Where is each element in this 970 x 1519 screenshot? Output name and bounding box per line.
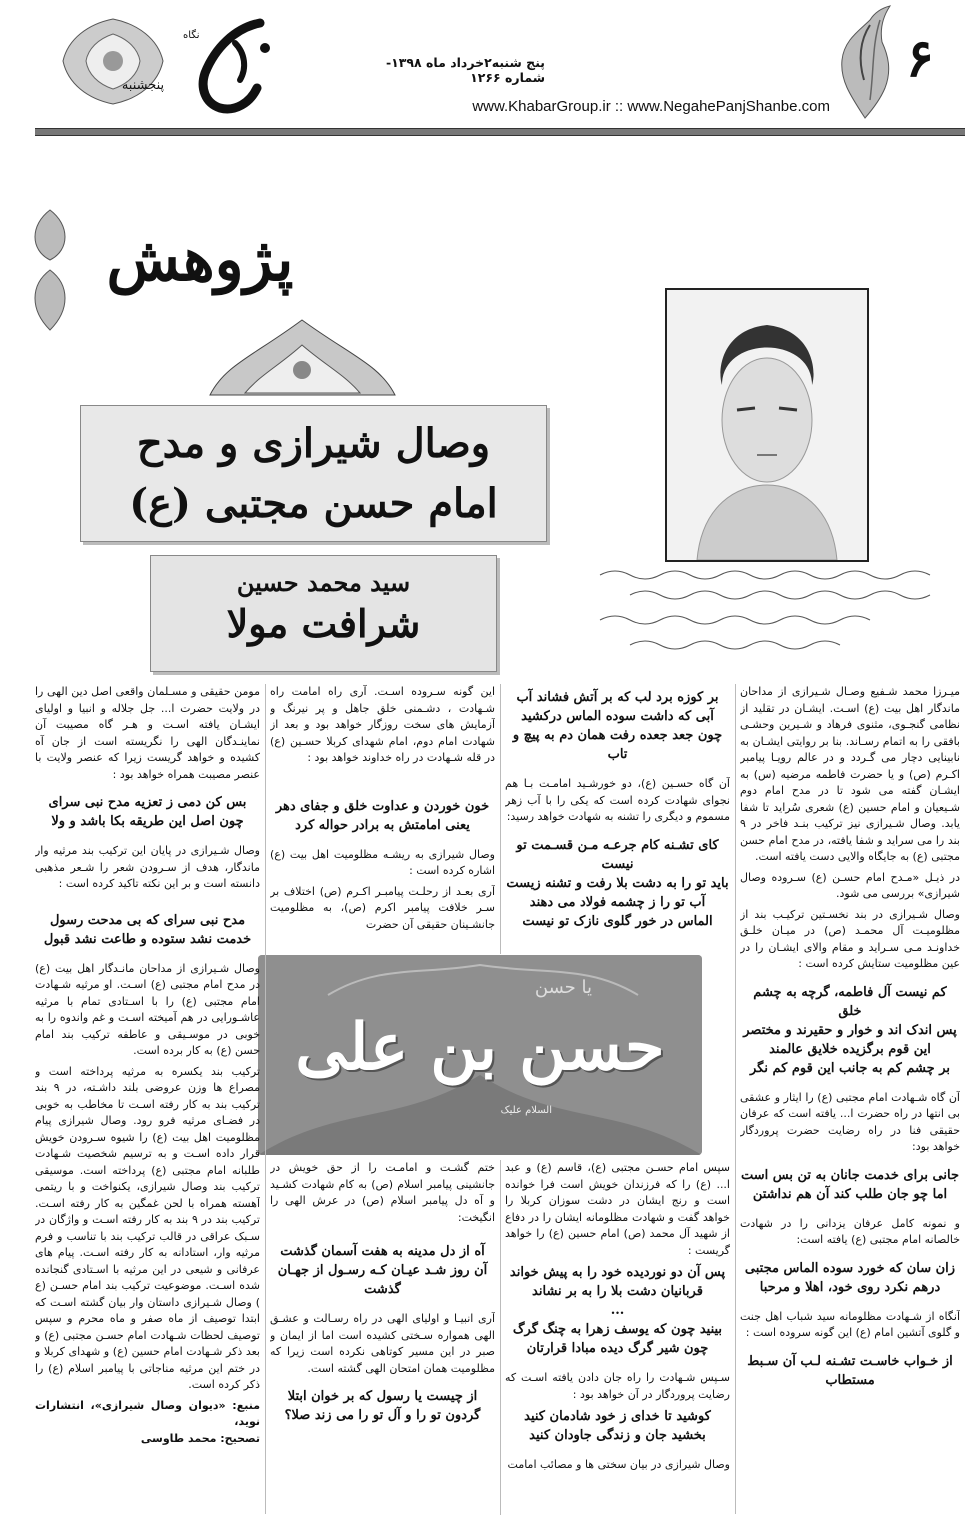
author-last-name: شرافت مولا bbox=[226, 601, 421, 646]
paragraph: سـپس شـهادت را راه جان دادن یافته اسـت که رضایت پروردگار در آن خواهد بود : bbox=[505, 1371, 730, 1401]
paragraph: آن گاه حسـین (ع)، دو خورشـید امامـت بـا هم نجوای شهادت کرده است که یکی را با آب زهر مسموم و دیگری را تشنه به شهادت خواهد رسید: bbox=[505, 777, 730, 823]
editor-note: تصحیح: محمد طاوسی bbox=[140, 1431, 260, 1445]
paragraph: وصال شیرازی به ریشـه مظلومیت اهل بیت (ع) اشاره کرده است : bbox=[270, 847, 495, 877]
poem-verse: از چیست یا رسول که بر خوان ابتلا گردون تو را و آل تو را می زند صلا؟ bbox=[284, 1389, 481, 1423]
paragraph: آنگاه از شـهادت مظلومانه سید شباب اهل جنت و گلوی آتشین امام (ع) این گونه سروده است : bbox=[740, 1309, 960, 1339]
article-column-4 bbox=[35, 684, 260, 1514]
paragraph: وصال شیرازی در بیان سختی ها و مصائب امامت bbox=[507, 1458, 730, 1471]
newspaper-logo bbox=[175, 8, 285, 118]
source-note: منبع: «دیوان وصال شیرازی»، انتشارات نوید، bbox=[35, 1398, 260, 1428]
imam-hassan-calligraphy-banner bbox=[258, 955, 702, 1155]
poem-verse: بر کوزه برد لب که بر آتش فشاند آب آبی که داشت سوده الماس درکشید چون جعد جعده رفت همان دم به پیچ و تاب bbox=[512, 690, 723, 762]
column-divider bbox=[735, 684, 736, 1514]
header-rule bbox=[35, 128, 965, 136]
paragraph: وصال شـیرازی در بند نخسـتین ترکیـب بند از مظلومیـت آل محمـد (ص) در میـان خلـق خداونـد مـی سـراید و مقام والای ایشـان را در عین مظلومیت ستایش کرده است : bbox=[740, 907, 960, 970]
title-crest-ornament-icon bbox=[205, 315, 400, 400]
paragraph: مومن حقیقی و مسـلمان واقعی اصل دین الهی را در ولایت حضرت ا... جل جلاله و انبیا و اولیای ایشـان یافته اسـت و هـر گاه مصیبت آن نماینـدگان الهی را نگریسته است از جان آه کشیده و خواهد گریست زیرا که عنصر ولایت با عنصر مصیبت همراه خواهد بود : bbox=[35, 685, 260, 781]
poem-verse: جانی برای خدمت جانان به تن بس است اما چو جان طلب کند آن هم نداشتن bbox=[741, 1167, 959, 1202]
paragraph: این گونه سـروده اسـت. آری راه امامت راه شـهادت ، دشـمنی خلق جاهل و پر نیرنگ و آزمایش های سخت روزگار خواهد بود و بعد از شهادت امام دوم، امام شهدای کربلا حسـین (ع) در قله شـهادت در راه خداوند خواهد بود : bbox=[270, 685, 495, 764]
article-column-3-bottom bbox=[270, 1160, 495, 1515]
article-title-line-2: امام حسن مجتبی (ع) bbox=[129, 480, 498, 527]
poem-verse: کوشید تا خدای ز خود شادمان کنید بخشید جان و زندگی جاودان کنید bbox=[524, 1409, 711, 1443]
paragraph: وصال شـیرازی در پایان این ترکیب بند مرثیه وار ماندگار، هدف از سـرودن شعر را شـعر مذهبی دانسته است و بر این نکته تاکید کرده است : bbox=[35, 844, 260, 890]
banner-sub-text: السلام علیک bbox=[500, 1105, 552, 1116]
paragraph: وصال شـیرازی از مداحان مانـدگار اهل بیت (ع) در مدح امام مجتبی (ع) اسـت. او مرثیه شـهادت امام مجتبی (ع) را با اسـتادی تمام با مرثیه عاشـورایی در هم آمیخته اسـت و غم واندوه را به خوبی در موسـیقی و عاطفه ترکیب بند امام حسن (ع) به کار برده است. bbox=[35, 961, 260, 1057]
paragraph: آن گاه شـهادت امام مجتبی (ع) را ایثار و عشقی بی انتها در راه حضرت ا... یافته است که عرفان حقیقی فنا در راه رضایت حضرت پروردگار خواهد بود: bbox=[740, 1090, 960, 1153]
article-column-1 bbox=[740, 684, 960, 1514]
article-column-2-bottom bbox=[505, 1160, 730, 1515]
issue-info: پنج شنبه۲خرداد ماه ۱۳۹۸- شماره ۱۲۶۶ bbox=[385, 55, 545, 85]
banner-main-text: حسن بن علی bbox=[295, 1010, 665, 1085]
paragraph: و نمونه کامل عرفان یزدانی را در شهادت خالصانه امام مجتبی (ع) یافته است: bbox=[740, 1216, 960, 1246]
logo-subtitle: پنجشنبه bbox=[121, 78, 165, 93]
paragraph: در ذیـل «مـدح امام حسـن (ع) سـروده وصال شیرازی» بررسی می شود. bbox=[740, 870, 960, 900]
poem-verse: آه از دل مدینه به هفت آسمان گذشت آن روز شـد عیـان کـه رسـول از جهـان گذشت bbox=[277, 1244, 488, 1297]
poem-verse: خون خوردن و عداوت خلق و جفای دهر یعنی امامتش به برادر حواله کرد bbox=[275, 798, 490, 833]
author-box bbox=[150, 555, 497, 672]
logo-text: نگاه bbox=[183, 30, 200, 41]
author-first-name: سید محمد حسین bbox=[236, 568, 411, 597]
paragraph: سپس امام حسـن مجتبی (ع)، قاسم (ع) و عبد ا... (ع) را که فرزندان خویش است فرا خوانده است و رنج ایشان در دشت سوزان کربلا را خواهد گفت و شهادت مظلومانه ایشان را در دفاع از شهید آل محمد (ص) امام حسین (ع) را خواهد گریست : bbox=[505, 1161, 730, 1257]
article-title-box bbox=[80, 405, 547, 542]
portrait-icon bbox=[667, 290, 867, 560]
paragraph: ختم گشـت و امامـت را از حق خویش در جانشینی پیامبر اسلام (ص) به کام شهادت کشـید و آه دل پیامبر اسلام (ص) در عرش الهی را انگیخت: bbox=[270, 1161, 495, 1224]
author-photo bbox=[665, 288, 869, 562]
decorative-lines-icon bbox=[590, 565, 940, 660]
column-divider bbox=[500, 684, 501, 954]
paragraph: ترکیب بند یکسره به مرثیه پرداخته است و مصراع ها وزن عروضی بلند داشـته، در ۹ بند ترکیب بند به کار رفته اسـت تا مخاطب به خوبی در فضـای مرثیه فرو رود. وصال شیرازی پیام مظلومیت اهل بیت (ع) را شیوه سـرودن خویش قرار داده اسـت و به ترسیم شخصیت شـهادت طلبانه امام مجتبی (ع) پرداخته است. موسیقی ترکیب بند وصال شیرازی، یکنواخت و با ریتمی آهسته همراه با لحن غمگین به کار رفته اسـت. ترکیب بند در ۹ بند به کار رفته اسـت و واژگان در سـبک عراقی در قالب ترکیب بند با تناسب و فرم مرثیه وار، استادانه به کار رفته اسـت. پیام های عرفانی و شیعی در این مرثیه با اسـتادی گنجانده شده اسـت. موضوعیت ترکیب بند امام حسـن (ع ) وصال شـیرازی داستان وار بیان گشته اسـت که ابتدا توصیف از ماه صفر و ماه محرم و سپس توصیف لحظات شـهادت امام حسـن مجتبی (ع) و بعد ذکر شـهادت امام حسین (ع) و شهدای کربلا و در ختم این مرثیه مناجاتی با پیامبر اسلام (ع) را ذکر کرده است. bbox=[35, 1064, 260, 1391]
poem-verse: مدح نبی سرای که بی مدحت رسول خدمت نشد ستوده و طاعت نشد قبول bbox=[43, 912, 252, 947]
article-title-line-1: وصال شیرازی و مدح bbox=[136, 420, 491, 467]
page-number: ۶ bbox=[906, 28, 934, 89]
poem-verse: از خـواب خاسـت تشـنه لـب آن سـبط مستطاب bbox=[747, 1353, 953, 1388]
section-title: پژوهش bbox=[106, 225, 294, 295]
banner-top-text: یا حسن bbox=[534, 977, 592, 998]
header-arabesque-icon bbox=[48, 14, 178, 109]
paragraph: آری انبیـا و اولیای الهی در راه رسـالت و عشـق الهی همواره سـختی کشیده است اما از ایمان و صبر در این مسیر کوتاهی نکرده است زیرا که مظلومیت همان امتحان الهی گشته است. bbox=[270, 1312, 495, 1375]
article-column-3-top bbox=[270, 684, 495, 956]
paragraph: آری بعـد از رحلـت پیامبـر اکـرم (ص) اختلاف بر سـر خلافت پیامبر اکرم (ص)، به مظلومیت جانشـینان حقیقی آن حضرت bbox=[270, 884, 495, 931]
poem-verse: کم نیست آل فاطمه، گرچه به چشم خلق پس اندک اند و خوار و حقیرند و مختصر این قوم برگزیده خلایق عالمند بر چشم کم به جانب این قوم کم نگر bbox=[743, 984, 957, 1076]
poem-verse: پس آن دو نوردیده خود را به پیش خواند قربانیان دشت بلا را به بر نشاند ... بینید چون که یوسف زهرا به چنگ گرگ چون شیر گرگ دیده مبادا قرارتان bbox=[509, 1265, 726, 1356]
column-divider bbox=[500, 1160, 501, 1515]
article-column-2-top bbox=[505, 684, 730, 954]
column-divider bbox=[265, 684, 266, 1514]
poem-verse: کای تشـنه کام جرعـه مـن قسـمت تو نیست باید تو را به دشت بلا رفت و تشنه زیست آب تو را ز چشمه فولاد می دهند الماس در خور گلوی نازک تو نیست bbox=[506, 837, 729, 929]
website-urls[interactable]: www.KhabarGroup.ir :: www.NegahePanjShanbe.com bbox=[472, 98, 830, 115]
poem-verse: زان سان که خورد سوده الماس مجتبی درهم نکرد روی خود، اهلا و مرحبا bbox=[744, 1260, 956, 1295]
section-side-ornament-icon bbox=[20, 205, 80, 335]
paragraph: میـرزا محمد شـفیع وصـال شـیرازی از مداحان ماندگار اهل بیت (ع) اسـت. ایشـان در تقلید از نظامی گنجـوی، مثنوی فرهاد و شـیرین وحشـی بافقی را به اتمام رسـاند. بنا بر روایتی ایشـان به نابینایی دچار می گـردد و در عالم رویـا پیامبر اکـرم (ص) و یا حضرت فاطمه مرضیه (س) به ایشـان گفته می شود تا در مدح امام دوم شـیعیان و امام حسین (ع) شعری سُراید تا شفا یابد. وصال شـیرازی نیز ترکیب بنـد فاخر در ۹ بند را می سراید و شفا یافته، در مدح امام حسن مجتبی (ع) به جایگاه والایی دست یافته است. bbox=[740, 685, 960, 863]
poem-verse: بس کن دمی ز تعزیه مدح نبی سرای چون اصل این طریقه بکا باشد و ولا bbox=[48, 795, 247, 829]
